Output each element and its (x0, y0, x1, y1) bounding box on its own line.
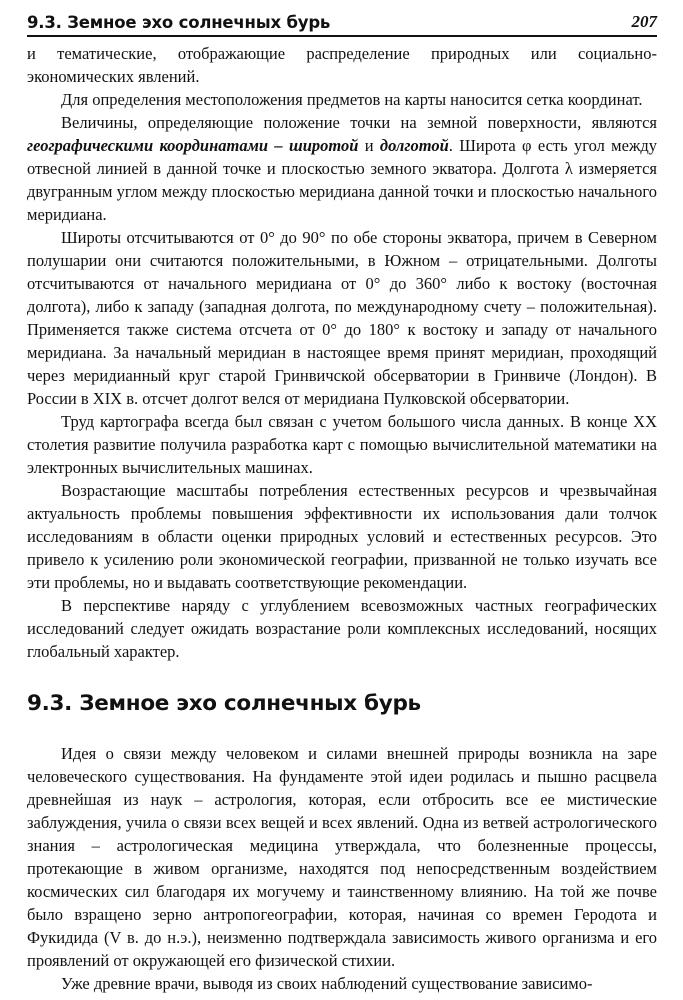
page-number: 207 (631, 12, 657, 31)
term-latitude: широтой (288, 136, 359, 155)
text-run: . Широта φ есть угол между отвесной линией в данной точке и плоскостью земного экватора. Долгота λ измеряется двугранным углом между плоскостью меридиана данной точки и плоскостью начального меридиана. (27, 136, 657, 224)
term-geographic-coordinates: географическими координатами (27, 136, 269, 155)
text-run: Величины, определяющие положение точки на земной поверхности, являются (61, 113, 657, 132)
text-run: и (358, 136, 380, 155)
paragraph-ancient-doctors: Уже древние врачи, выводя из своих наблюдений существование зависимо- (61, 974, 593, 993)
paragraph-astrology: Идея о связи между человеком и силами внешней природы возникла на заре человеческого существования. На фундаменте этой идеи родилась и пышно расцвела древнейшая из наук – астрология, которая, если отбросить все ее мистические заблуждения, учила о связи всех вещей и всех явлений. Одна из ветвей астрологического знания – астрологическая медицина утверждала, что болезненные процессы, протекающие в живом организме, находятся под непосредственным воздействием космических сил благодаря их могучему и таинственному влиянию. На той же почве было взращено зерно антропогеографии, которая, начиная со времен Геродота и Фукидида (V в. до н.э.), неизменно подтверждала зависимость живого организма и его проявлений от окружающей его физической стихии. (27, 744, 657, 970)
paragraph-coordinate-grid: Для определения местоположения предметов на карты наносится сетка координат. (61, 90, 643, 109)
section-heading: 9.3. Земное эхо солнечных бурь (27, 691, 421, 716)
paragraph-perspective: В перспективе наряду с углублением всевозможных частных географических исследований следует ожидать возрастание роли комплексных исследований, носящих глобальный характер. (27, 596, 657, 661)
paragraph-continued: и тематические, отображающие распределение природных или социально-экономических явлений. (27, 44, 657, 86)
body-text (27, 42, 657, 995)
paragraph-latitudes-longitudes: Широты отсчитываются от 0° до 90° по обе стороны экватора, причем в Северном полушарии они считаются положительными, в Южном – отрицательными. Долготы отсчитываются от начального меридиана от 0° до 360° либо к востоку (восточная долгота), либо к западу (западная долгота, по международному счету – положительная). Применяется также система отсчета от 0° до 180° к востоку и западу от начального меридиана. За начальный меридиан в настоящее время принят меридиан, проходящий через меридианный круг старой Гринвичской обсерватории в Гринвиче (Лондон). В России в XIX в. отсчет долгот велся от меридиана Пулковской обсерватории. (27, 228, 657, 408)
running-header (27, 8, 657, 37)
term-longitude: долготой (379, 136, 449, 155)
running-title: 9.3. Земное эхо солнечных бурь (27, 13, 331, 32)
paragraph-resources: Возрастающие масштабы потребления естественных ресурсов и чрезвычайная актуальность проблемы повышения эффективности их использования дали толчок исследованиям в области оценки природных условий и естественных ресурсов. Это привело к усилению роли экономической географии, призванной не только изучать все эти проблемы, но и выдавать соответствующие рекомендации. (27, 481, 657, 592)
paragraph-cartographer: Труд картографа всегда был связан с учетом большого числа данных. В конце XX столетия развитие получила разработка карт с помощью вычислительной математики на электронных вычислительных машинах. (27, 412, 657, 477)
paragraph-geographic-coordinates (27, 111, 657, 226)
term-dash: – (268, 136, 289, 155)
